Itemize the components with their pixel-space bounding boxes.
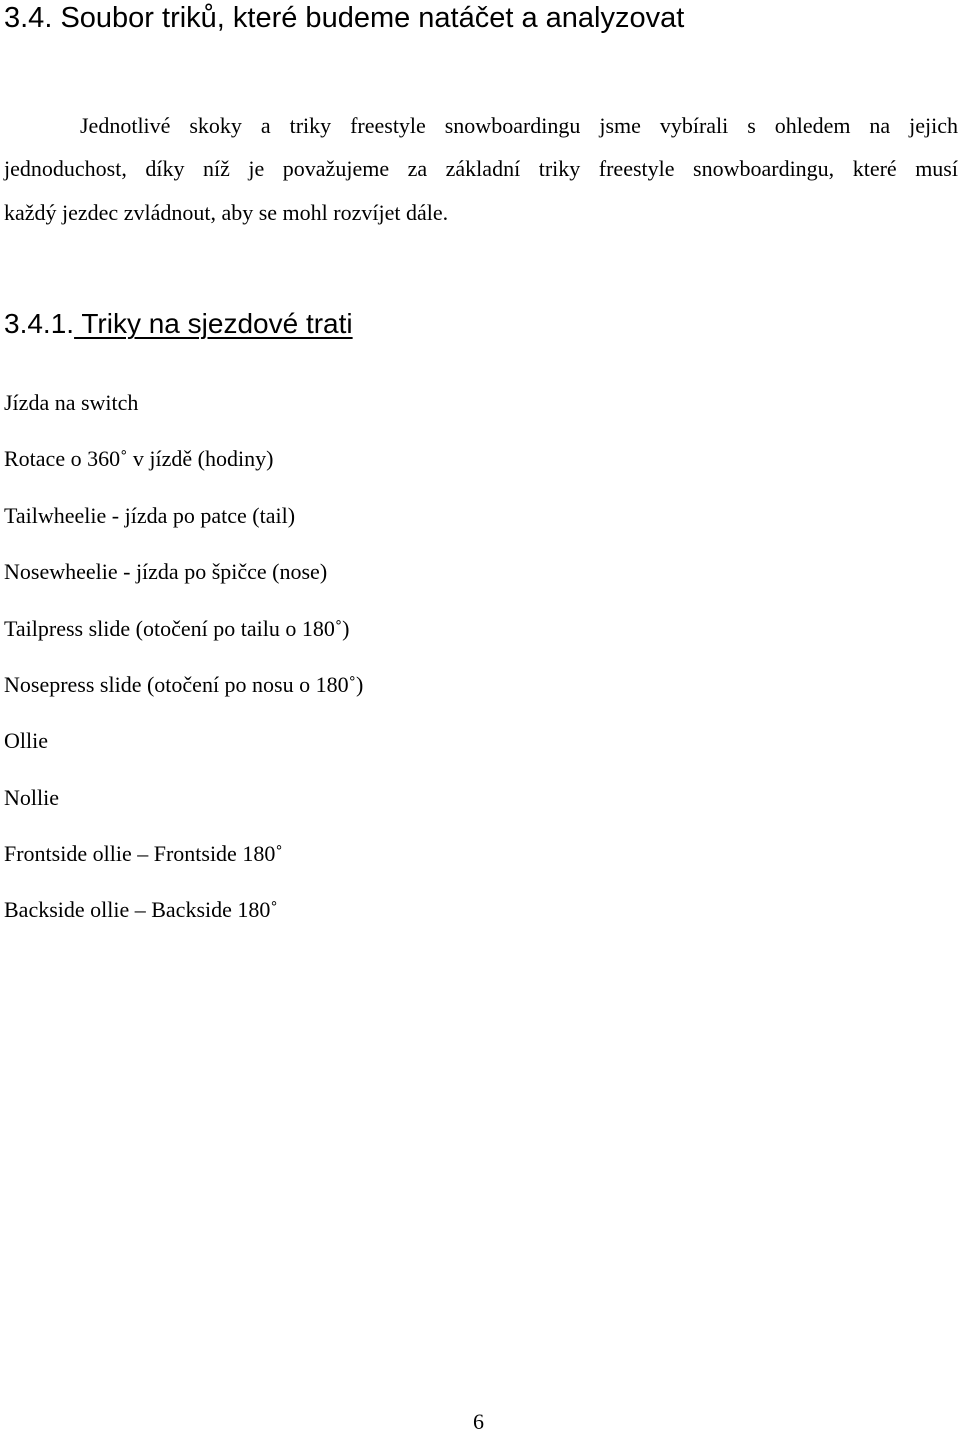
section-heading [4,0,684,36]
list-item: Nosewheelie - jízda po špičce (nose) [4,559,328,584]
subsection-heading [4,306,353,342]
paragraph-line: jednoduchost, díky níž je považujeme za základní triky freestyle snowboardingu, které musí [4,156,958,181]
list-item: Ollie [4,728,48,753]
list-item: Tailpress slide (otočení po tailu o 180˚) [4,616,350,641]
subsection-number: 3.4.1. [4,308,75,339]
list-item: Nollie [4,785,59,810]
list-item: Tailwheelie - jízda po patce (tail) [4,503,296,528]
paragraph-line: každý jezdec zvládnout, aby se mohl rozvíjet dále. [4,200,449,225]
page-number: 6 [473,1409,484,1434]
paragraph-line: Jednotlivé skoky a triky freestyle snowboardingu jsme vybírali s ohledem na jejich [80,113,958,138]
subsection-title: Triky na sjezdové trati [74,308,353,339]
list-item: Rotace o 360˚ v jízdě (hodiny) [4,446,274,471]
list-item: Backside ollie – Backside 180˚ [4,897,278,922]
list-item: Jízda na switch [4,390,139,415]
list-item: Nosepress slide (otočení po nosu o 180˚) [4,672,364,697]
section-title: Soubor triků, které budeme natáčet a analyzovat [60,2,685,34]
section-number: 3.4. [4,2,53,34]
list-item: Frontside ollie – Frontside 180˚ [4,841,283,866]
